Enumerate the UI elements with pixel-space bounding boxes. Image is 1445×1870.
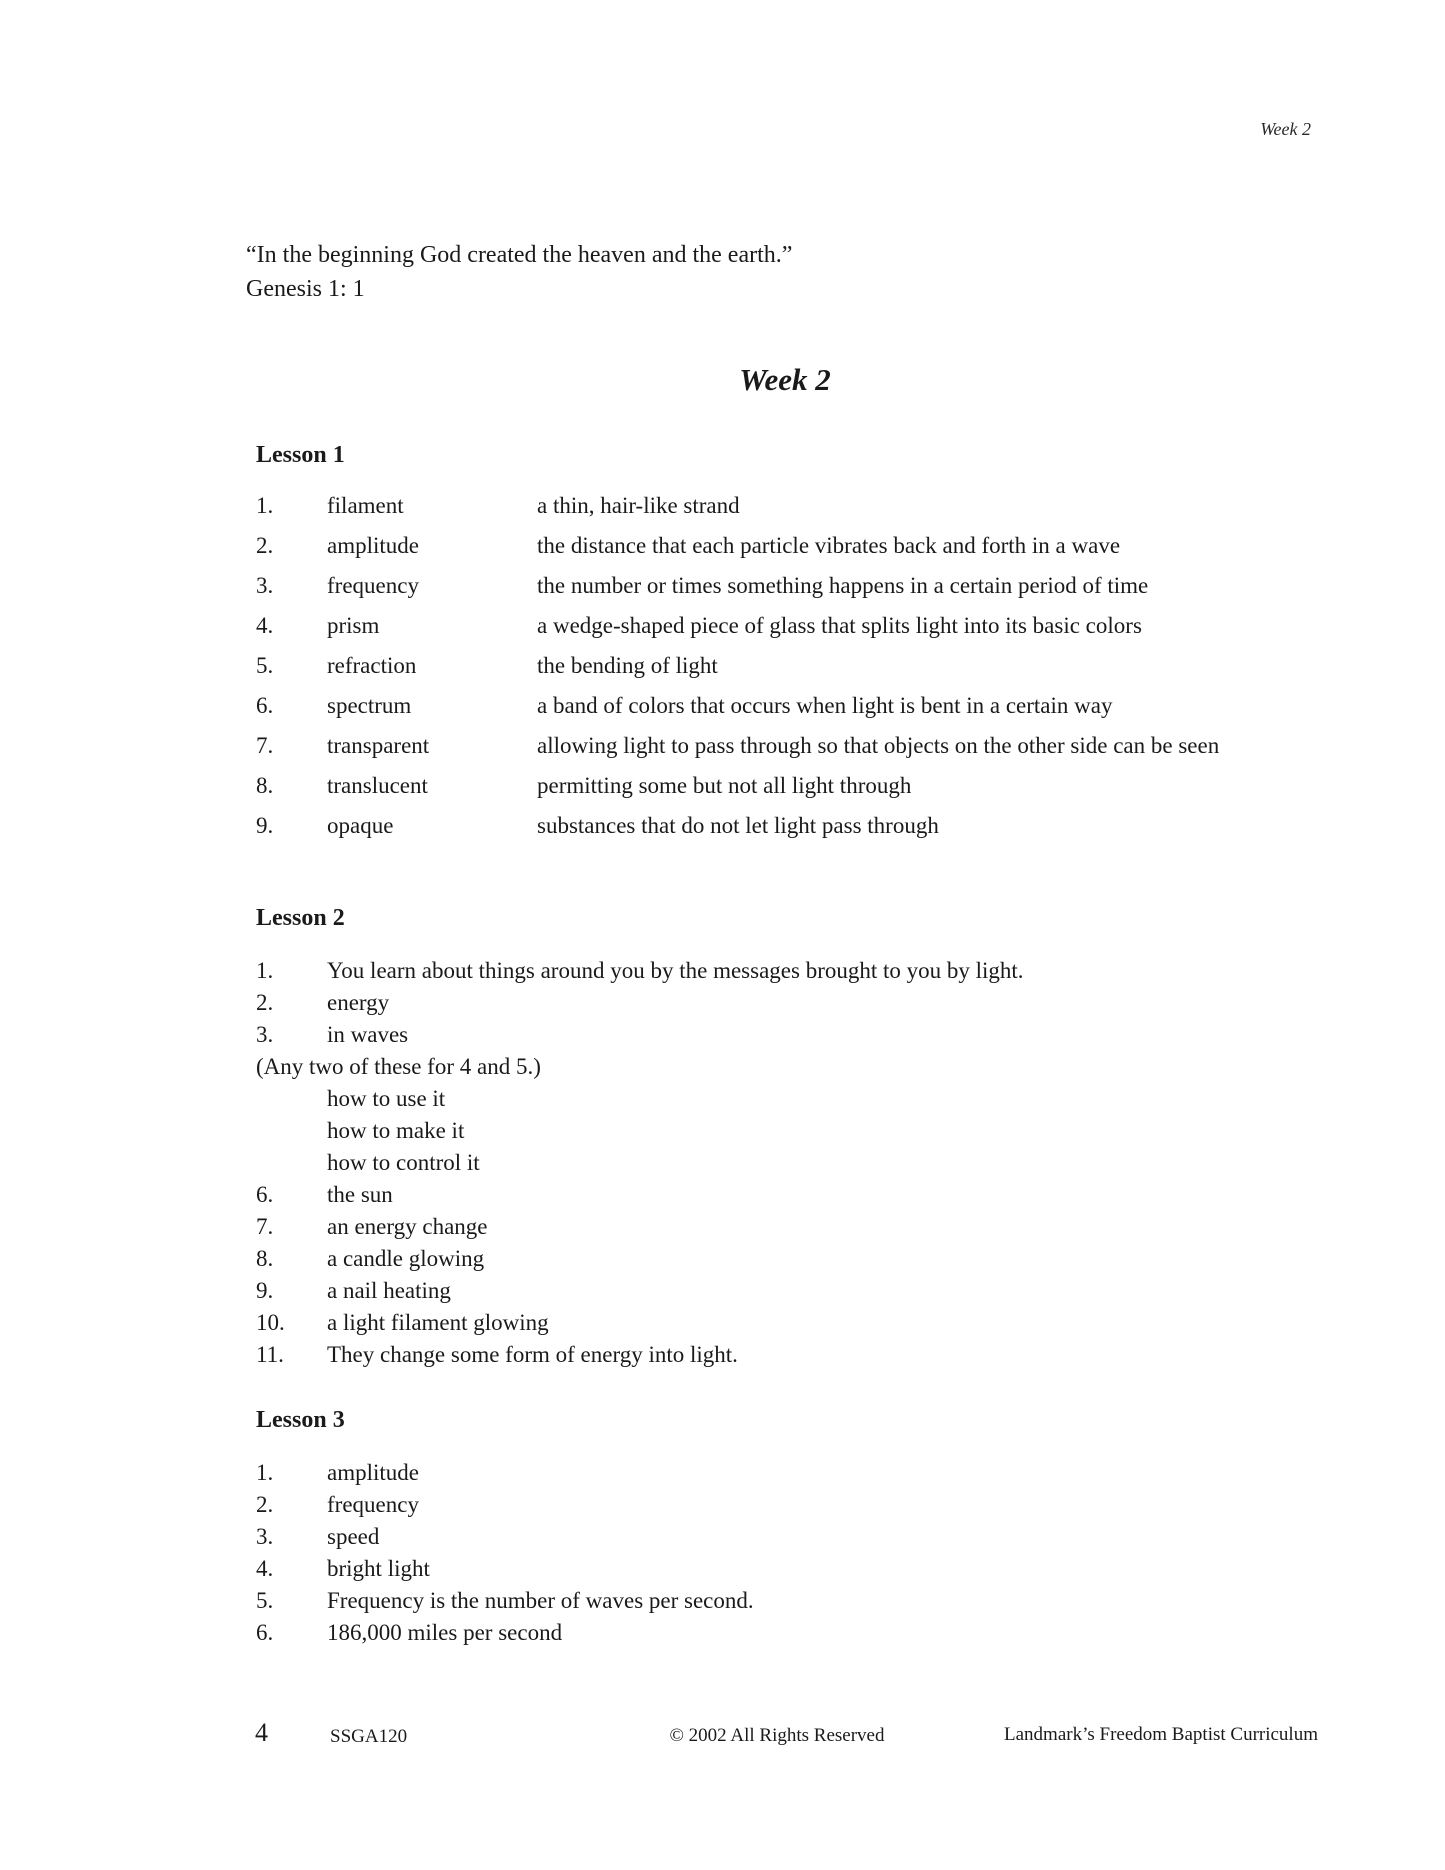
answer-row <box>256 1275 1330 1307</box>
vocab-term: opaque <box>327 813 394 838</box>
item-number: 1. <box>256 493 274 518</box>
vocab-term: frequency <box>327 573 419 598</box>
item-number: 10. <box>256 1310 285 1335</box>
answer-text: bright light <box>327 1556 430 1581</box>
item-number: 3. <box>256 1022 274 1047</box>
item-number: 2. <box>256 1492 274 1517</box>
vocab-term: transparent <box>327 733 430 758</box>
copyright-notice: © 2002 All Rights Reserved <box>669 1725 885 1746</box>
item-number: 3. <box>256 1524 274 1549</box>
answer-text: frequency <box>327 1492 419 1517</box>
vocab-term: translucent <box>327 773 428 798</box>
item-number: 6. <box>256 1620 274 1645</box>
definition-row <box>256 730 1330 761</box>
definition-row <box>256 650 1330 681</box>
vocab-definition: the bending of light <box>537 653 718 678</box>
answer-text: the sun <box>327 1182 393 1207</box>
answer-row <box>256 1553 1330 1585</box>
answer-row <box>256 1457 1330 1489</box>
lesson-3-section <box>256 1405 1330 1649</box>
answer-row <box>256 1307 1330 1339</box>
lesson-1-section <box>256 440 1330 841</box>
page-number: 4 <box>255 1718 268 1747</box>
answer-row <box>256 1489 1330 1521</box>
running-header-week: Week 2 <box>1260 119 1311 139</box>
answer-text: Frequency is the number of waves per second. <box>327 1588 754 1613</box>
answer-text: an energy change <box>327 1214 488 1239</box>
item-number: 6. <box>256 1182 274 1207</box>
item-number: 3. <box>256 573 274 598</box>
item-number: 11. <box>256 1342 284 1367</box>
answer-text: energy <box>327 990 390 1015</box>
item-number: 5. <box>256 653 274 678</box>
vocab-term: spectrum <box>327 693 412 718</box>
item-number <box>256 1083 327 1115</box>
item-number: 2. <box>256 533 274 558</box>
item-number: 6. <box>256 693 274 718</box>
definition-row <box>256 530 1330 561</box>
answer-text: amplitude <box>327 1460 419 1485</box>
answer-text: a light filament glowing <box>327 1310 549 1335</box>
item-number: 9. <box>256 813 274 838</box>
answer-row <box>256 1339 1330 1371</box>
page-title: Week 2 <box>739 362 831 397</box>
item-number <box>256 1147 327 1179</box>
item-number: 1. <box>256 1460 274 1485</box>
item-number: 9. <box>256 1278 274 1303</box>
publisher-name: Landmark’s Freedom Baptist Curriculum <box>1004 1724 1318 1745</box>
answer-row <box>256 1211 1330 1243</box>
item-number: 4. <box>256 613 274 638</box>
lesson-2-heading: Lesson 2 <box>256 905 345 931</box>
lesson-3-heading: Lesson 3 <box>256 1407 345 1433</box>
answer-row <box>256 987 1330 1019</box>
scripture-quote <box>246 238 792 306</box>
answer-row <box>256 1083 1330 1115</box>
item-number: 7. <box>256 733 274 758</box>
lesson-1-heading: Lesson 1 <box>256 442 345 468</box>
answer-text: in waves <box>327 1022 409 1047</box>
answer-text: how to make it <box>327 1118 465 1143</box>
vocab-definition: permitting some but not all light through <box>537 773 912 798</box>
item-number: 5. <box>256 1588 274 1613</box>
scripture-reference: Genesis 1: 1 <box>246 276 365 302</box>
vocab-definition: the number or times something happens in a certain period of time <box>537 573 1149 598</box>
item-number: 1. <box>256 958 274 983</box>
answer-row <box>256 955 1330 987</box>
answer-note-row <box>256 1051 1330 1083</box>
vocab-definition: a wedge-shaped piece of glass that splits light into its basic colors <box>537 613 1142 638</box>
answer-text: a candle glowing <box>327 1246 485 1271</box>
answer-row <box>256 1521 1330 1553</box>
vocab-definition: the distance that each particle vibrates back and forth in a wave <box>537 533 1121 558</box>
definition-row <box>256 690 1330 721</box>
vocab-definition: allowing light to pass through so that objects on the other side can be seen <box>537 733 1220 758</box>
answer-text: how to control it <box>327 1150 480 1175</box>
definition-row <box>256 810 1330 841</box>
vocab-definition: a band of colors that occurs when light is bent in a certain way <box>537 693 1113 718</box>
item-number <box>256 1115 327 1147</box>
lesson-2-section <box>256 903 1330 1371</box>
item-number: 2. <box>256 990 274 1015</box>
answer-row <box>256 1617 1330 1649</box>
answer-note: (Any two of these for 4 and 5.) <box>256 1054 541 1079</box>
answer-text: a nail heating <box>327 1278 451 1303</box>
answer-row <box>256 1585 1330 1617</box>
course-code: SSGA120 <box>330 1726 408 1747</box>
vocab-definition: a thin, hair-like strand <box>537 493 740 518</box>
definition-row <box>256 770 1330 801</box>
answer-text: speed <box>327 1524 380 1549</box>
item-number: 8. <box>256 1246 274 1271</box>
answer-text: You learn about things around you by the messages brought to you by light. <box>327 958 1024 983</box>
definition-row <box>256 490 1330 521</box>
item-number: 7. <box>256 1214 274 1239</box>
answer-row <box>256 1243 1330 1275</box>
vocab-term: filament <box>327 493 404 518</box>
answer-row <box>256 1115 1330 1147</box>
item-number: 4. <box>256 1556 274 1581</box>
definition-row <box>256 570 1330 601</box>
vocab-term: prism <box>327 613 380 638</box>
vocab-term: amplitude <box>327 533 419 558</box>
vocab-definition: substances that do not let light pass through <box>537 813 939 838</box>
answer-text: 186,000 miles per second <box>327 1620 563 1645</box>
vocab-term: refraction <box>327 653 417 678</box>
answer-row <box>256 1179 1330 1211</box>
scripture-quote-text: “In the beginning God created the heaven and the earth.” <box>246 242 793 268</box>
definition-row <box>256 610 1330 641</box>
answer-row <box>256 1147 1330 1179</box>
answer-text: They change some form of energy into light. <box>327 1342 738 1367</box>
answer-row <box>256 1019 1330 1051</box>
item-number: 8. <box>256 773 274 798</box>
answer-text: how to use it <box>327 1086 446 1111</box>
